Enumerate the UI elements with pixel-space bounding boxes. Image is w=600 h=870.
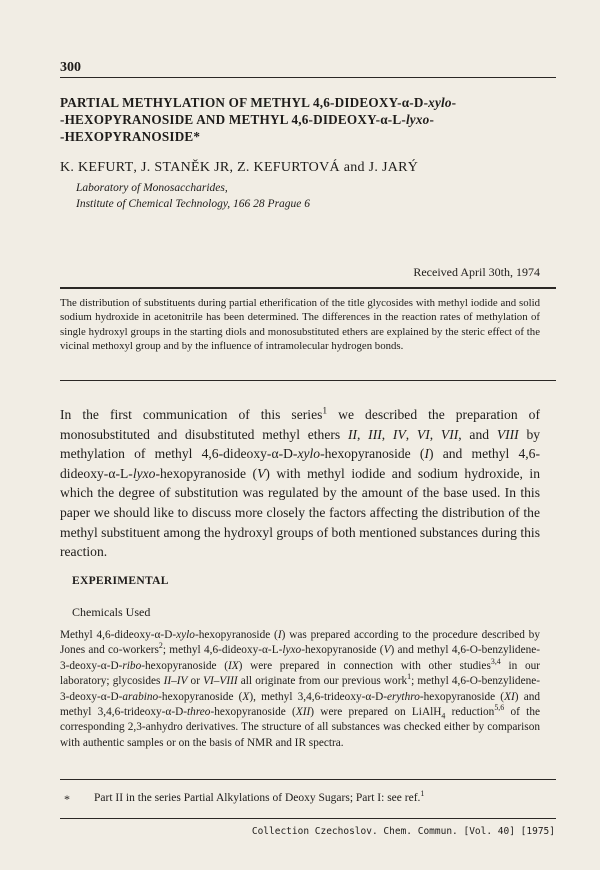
affiliation-line: Laboratory of Monosaccharides, xyxy=(76,182,228,194)
ref-superscript: 3,4 xyxy=(490,657,501,667)
abstract-top-rule xyxy=(60,287,556,289)
section-heading-experimental: EXPERIMENTAL xyxy=(72,575,169,587)
footer-rule xyxy=(60,818,556,819)
affiliation-line: Institute of Chemical Technology, 166 28 Prague 6 xyxy=(76,198,311,210)
ref-superscript: 1 xyxy=(420,789,425,799)
experimental-paragraph: Methyl 4,6-dideoxy-α-D-xylo-hexopyranoside (I) was prepared according to the procedure described by Jones and co-workers$^2$; methyl 4,6-dideoxy-α-L-lyxo-hexopyranoside (V) and methyl 4,6-O-benzylidene-3-deoxy-α-D-ribo-hexopyranoside (IX) were prepared in connection with other studies$^{3,4}$ in our laboratory; glycosides II–IV or VI–VIII all originate from our previous work$^1$; methyl 4,6-O-benzylidene-3-deoxy-α-D-arabino-hexopyranoside (X), methyl 3,4,6-trideoxy-α-D-erythro-hexopyranoside (XI) and methyl 3,4,6-trideoxy-α-D-threo-hexopyranoside (XII) were prepared on LiAlH$_4$ reduction$^{5,6}$ of the corresponding 2,3-anhydro derivatives. The structure of all substances was checked either by comparison with authentic samples or on the basis of NMR and IR spectra. xyxy=(60,629,541,749)
abstract: The distribution of substituents during partial etherification of the title glycosides with methyl iodide and solid sodium hydroxide in acetonitrile has been determined. The differences in the reaction rates of methylation of single hydroxyl groups in the starting diols and monosubstituted ethers are explained by the steric effect of the vicinal methoxyl group and by the influence of intramolecular hydrogen bonds. xyxy=(60,297,540,353)
ref-superscript: 5,6 xyxy=(494,703,505,713)
intro-paragraph: In the first communication of this series$^1$ we described the preparation of monosubstituted and disubstituted methyl ethers II, III, IV, VI, VII, and VIII by methylation of methyl 4,6-dideoxy-α-D-xylo-hexopyranoside (I) and methyl 4,6-dideoxy-α-L-lyxo-hexopyranoside (V) with methyl iodide and sodium hydroxide, in which the degree of substitution was regulated by the amount of the base used. In this paper we should like to discuss more closely the factors affecting the distribution of the methyl substituent among the hydroxyl groups of both mentioned substances during this reaction. xyxy=(60,406,541,560)
authors: K. KEFURT, J. STANĚK JR, Z. KEFURTOVÁ and J. JARÝ xyxy=(60,160,419,175)
footnote-rule xyxy=(60,779,556,780)
ref-superscript: 2 xyxy=(158,641,163,651)
page-number: 300 xyxy=(60,60,81,75)
journal-reference: Collection Czechoslov. Chem. Commun. [Vol. 40] [1975] xyxy=(251,826,555,837)
footnote: Part II in the series Partial Alkylations of Deoxy Sugars; Part I: see ref.$^1$ xyxy=(94,789,425,804)
header-rule xyxy=(60,77,556,78)
ref-superscript: 1 xyxy=(322,406,328,417)
abstract-bottom-rule xyxy=(60,380,556,381)
ref-superscript: 1 xyxy=(407,672,412,682)
received-date: Received April 30th, 1974 xyxy=(413,265,540,279)
affiliation xyxy=(76,180,310,212)
subsection-heading-chemicals: Chemicals Used xyxy=(72,605,151,619)
paper-title: PARTIAL METHYLATION OF METHYL 4,6-DIDEOXY-α-D-xylo- -HEXOPYRANOSIDE AND METHYL 4,6-DIDEOXY-α-L-lyxo- -HEXOPYRANOSIDE* xyxy=(60,95,457,144)
footnote-marker: * xyxy=(64,792,70,806)
